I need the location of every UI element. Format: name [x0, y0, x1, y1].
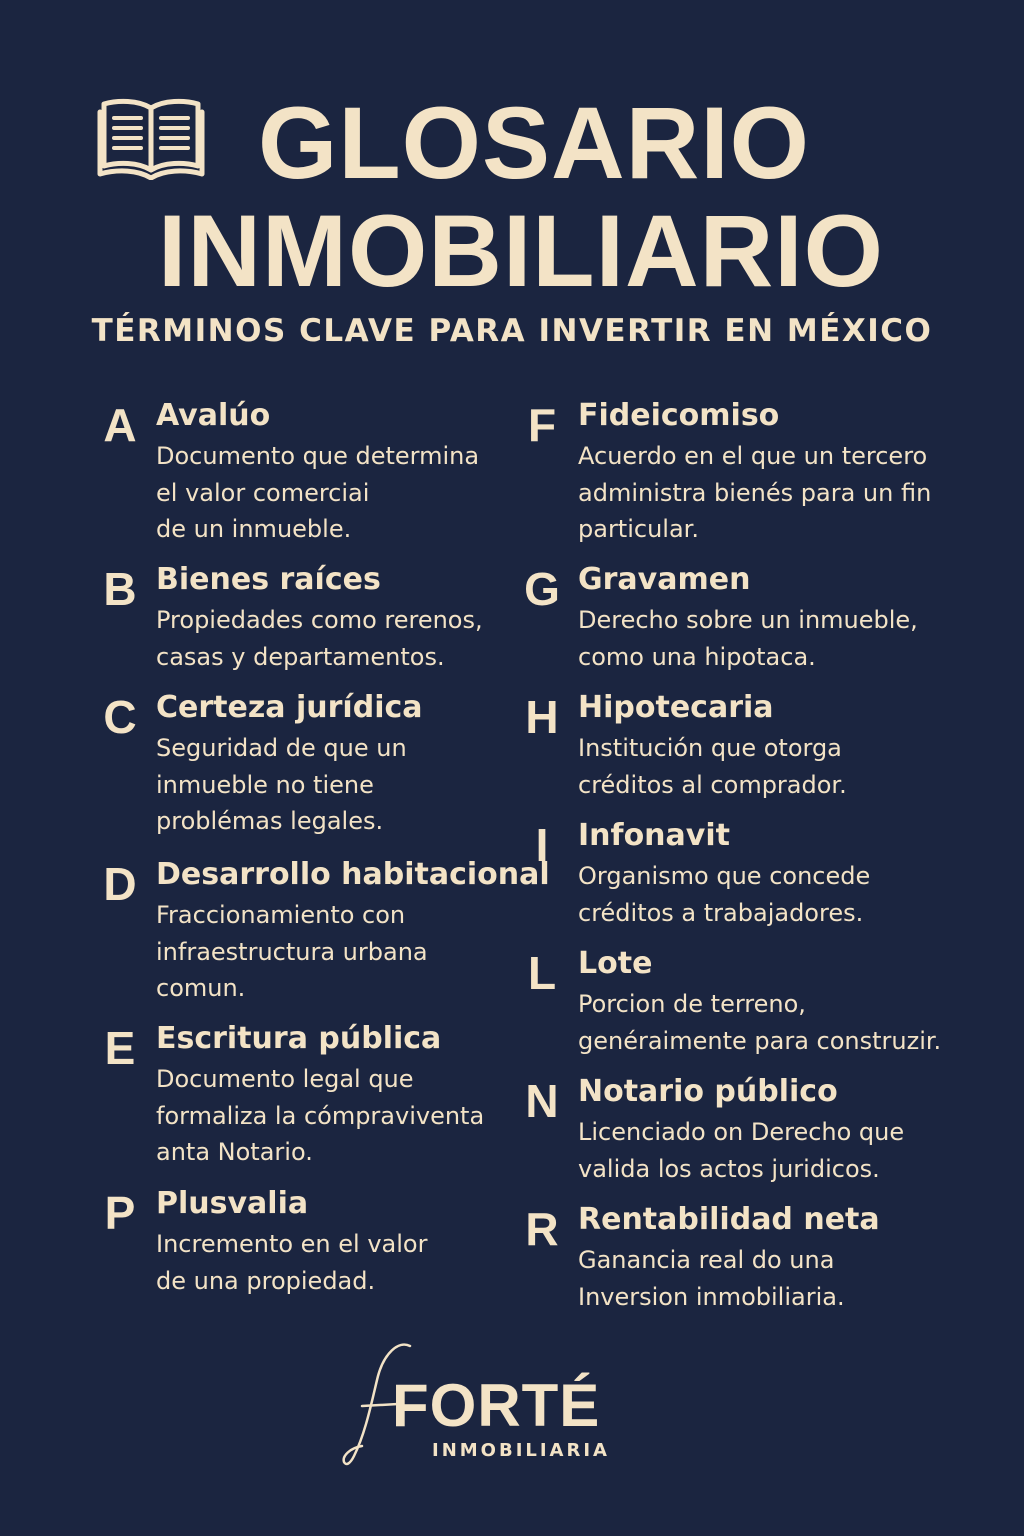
definition-line: Fraccionamiento con: [156, 901, 406, 929]
entry-letter: I: [535, 819, 549, 871]
definition-line: anta Notario.: [156, 1138, 313, 1166]
entry-term: Infonavit: [578, 818, 730, 853]
entry-letter: P: [104, 1187, 136, 1239]
entry-definition: [578, 438, 938, 548]
definition-line: Inversion inmobiliaria.: [578, 1282, 845, 1311]
definition-line: Organismo que concede: [578, 862, 871, 890]
page-title-line-1: GLOSARIO: [258, 86, 811, 200]
open-book-icon: [96, 96, 206, 180]
definition-line: casas y departamentos.: [156, 642, 445, 671]
definition-line: Acuerdo en el que un tercero: [578, 442, 928, 470]
entry-term: Fideicomiso: [578, 398, 780, 433]
entry-term: Bienes raíces: [156, 562, 381, 597]
definition-line: créditos a trabajadores.: [578, 898, 864, 927]
definition-line: Propiedades como rerenos,: [156, 606, 483, 634]
logo-tagline: INMOBILIARIA: [432, 1440, 610, 1461]
entry-definition: [156, 1061, 516, 1171]
entry-letter: A: [103, 399, 137, 451]
entry-term: Avalúo: [156, 398, 271, 433]
definition-line: Porcion de terreno,: [578, 990, 806, 1018]
definition-line: Licenciado on Derecho que: [578, 1118, 905, 1146]
entry-letter: G: [524, 563, 560, 615]
entry-definition: [578, 602, 938, 675]
entry-letter: C: [103, 691, 137, 743]
definition-line: genéraimente para construzir.: [578, 1026, 942, 1055]
entry-definition: [156, 602, 516, 675]
definition-line: el valor comerciai: [156, 478, 370, 507]
entry-letter: F: [527, 399, 557, 451]
entry-letter: D: [103, 858, 137, 910]
entry-letter: N: [525, 1075, 559, 1127]
definition-line: problémas legales.: [156, 807, 384, 835]
entry-definition: [578, 1114, 938, 1187]
definition-line: créditos al comprador.: [578, 770, 847, 799]
definition-line: administra bienés para un fin: [578, 478, 932, 507]
definition-line: de una propiedad.: [156, 1266, 376, 1295]
entry-term: Escritura pública: [156, 1021, 442, 1056]
entry-term: Gravamen: [578, 562, 751, 597]
entry-letter: H: [525, 691, 559, 743]
entry-definition: [578, 730, 938, 803]
page-subtitle: TÉRMINOS CLAVE PARA INVERTIR EN MÉXICO: [91, 313, 933, 349]
entry-definition: [578, 858, 938, 931]
entry-letter: R: [525, 1203, 559, 1255]
definition-line: Ganancia real do una: [578, 1246, 835, 1274]
entry-term: Notario público: [578, 1074, 838, 1109]
logo-name: FORTÉ: [392, 1372, 601, 1439]
entry-term: Lote: [578, 946, 653, 981]
entry-term: Plusvalia: [156, 1186, 309, 1221]
definition-line: de un inmueble.: [156, 515, 352, 543]
entry-term: Rentabilidad neta: [578, 1202, 880, 1237]
definition-line: comun.: [156, 974, 246, 1002]
entry-letter: E: [104, 1022, 136, 1074]
definition-line: Incremento en el valor: [156, 1230, 428, 1258]
entry-definition: [578, 1242, 938, 1315]
entry-definition: [156, 897, 516, 1007]
entry-term: Desarrollo habitacional: [156, 857, 550, 892]
definition-line: particular.: [578, 515, 699, 543]
definition-line: formaliza la cómpraviventa: [156, 1101, 485, 1130]
definition-line: Institución que otorga: [578, 734, 842, 762]
definition-line: infraestructura urbana: [156, 937, 428, 966]
entry-term: Hipotecaria: [578, 690, 774, 725]
definition-line: Documento que determina: [156, 442, 480, 470]
entry-term: Certeza jurídica: [156, 690, 423, 725]
definition-line: inmueble no tiene: [156, 770, 374, 799]
definition-line: como una hipotaca.: [578, 642, 816, 671]
page-title-line-2: INMOBILIARIO: [158, 194, 884, 308]
definition-line: Documento legal que: [156, 1065, 414, 1093]
entry-definition: [156, 438, 516, 548]
entry-definition: [156, 1226, 516, 1299]
entry-definition: [156, 730, 516, 840]
entry-definition: [578, 986, 942, 1059]
definition-line: Seguridad de que un: [156, 734, 407, 762]
forte-logo: [340, 1340, 700, 1470]
entry-letter: L: [527, 947, 557, 999]
entry-letter: B: [103, 563, 137, 615]
definition-line: Derecho sobre un inmueble,: [578, 606, 918, 634]
definition-line: valida los actos juridicos.: [578, 1154, 880, 1183]
